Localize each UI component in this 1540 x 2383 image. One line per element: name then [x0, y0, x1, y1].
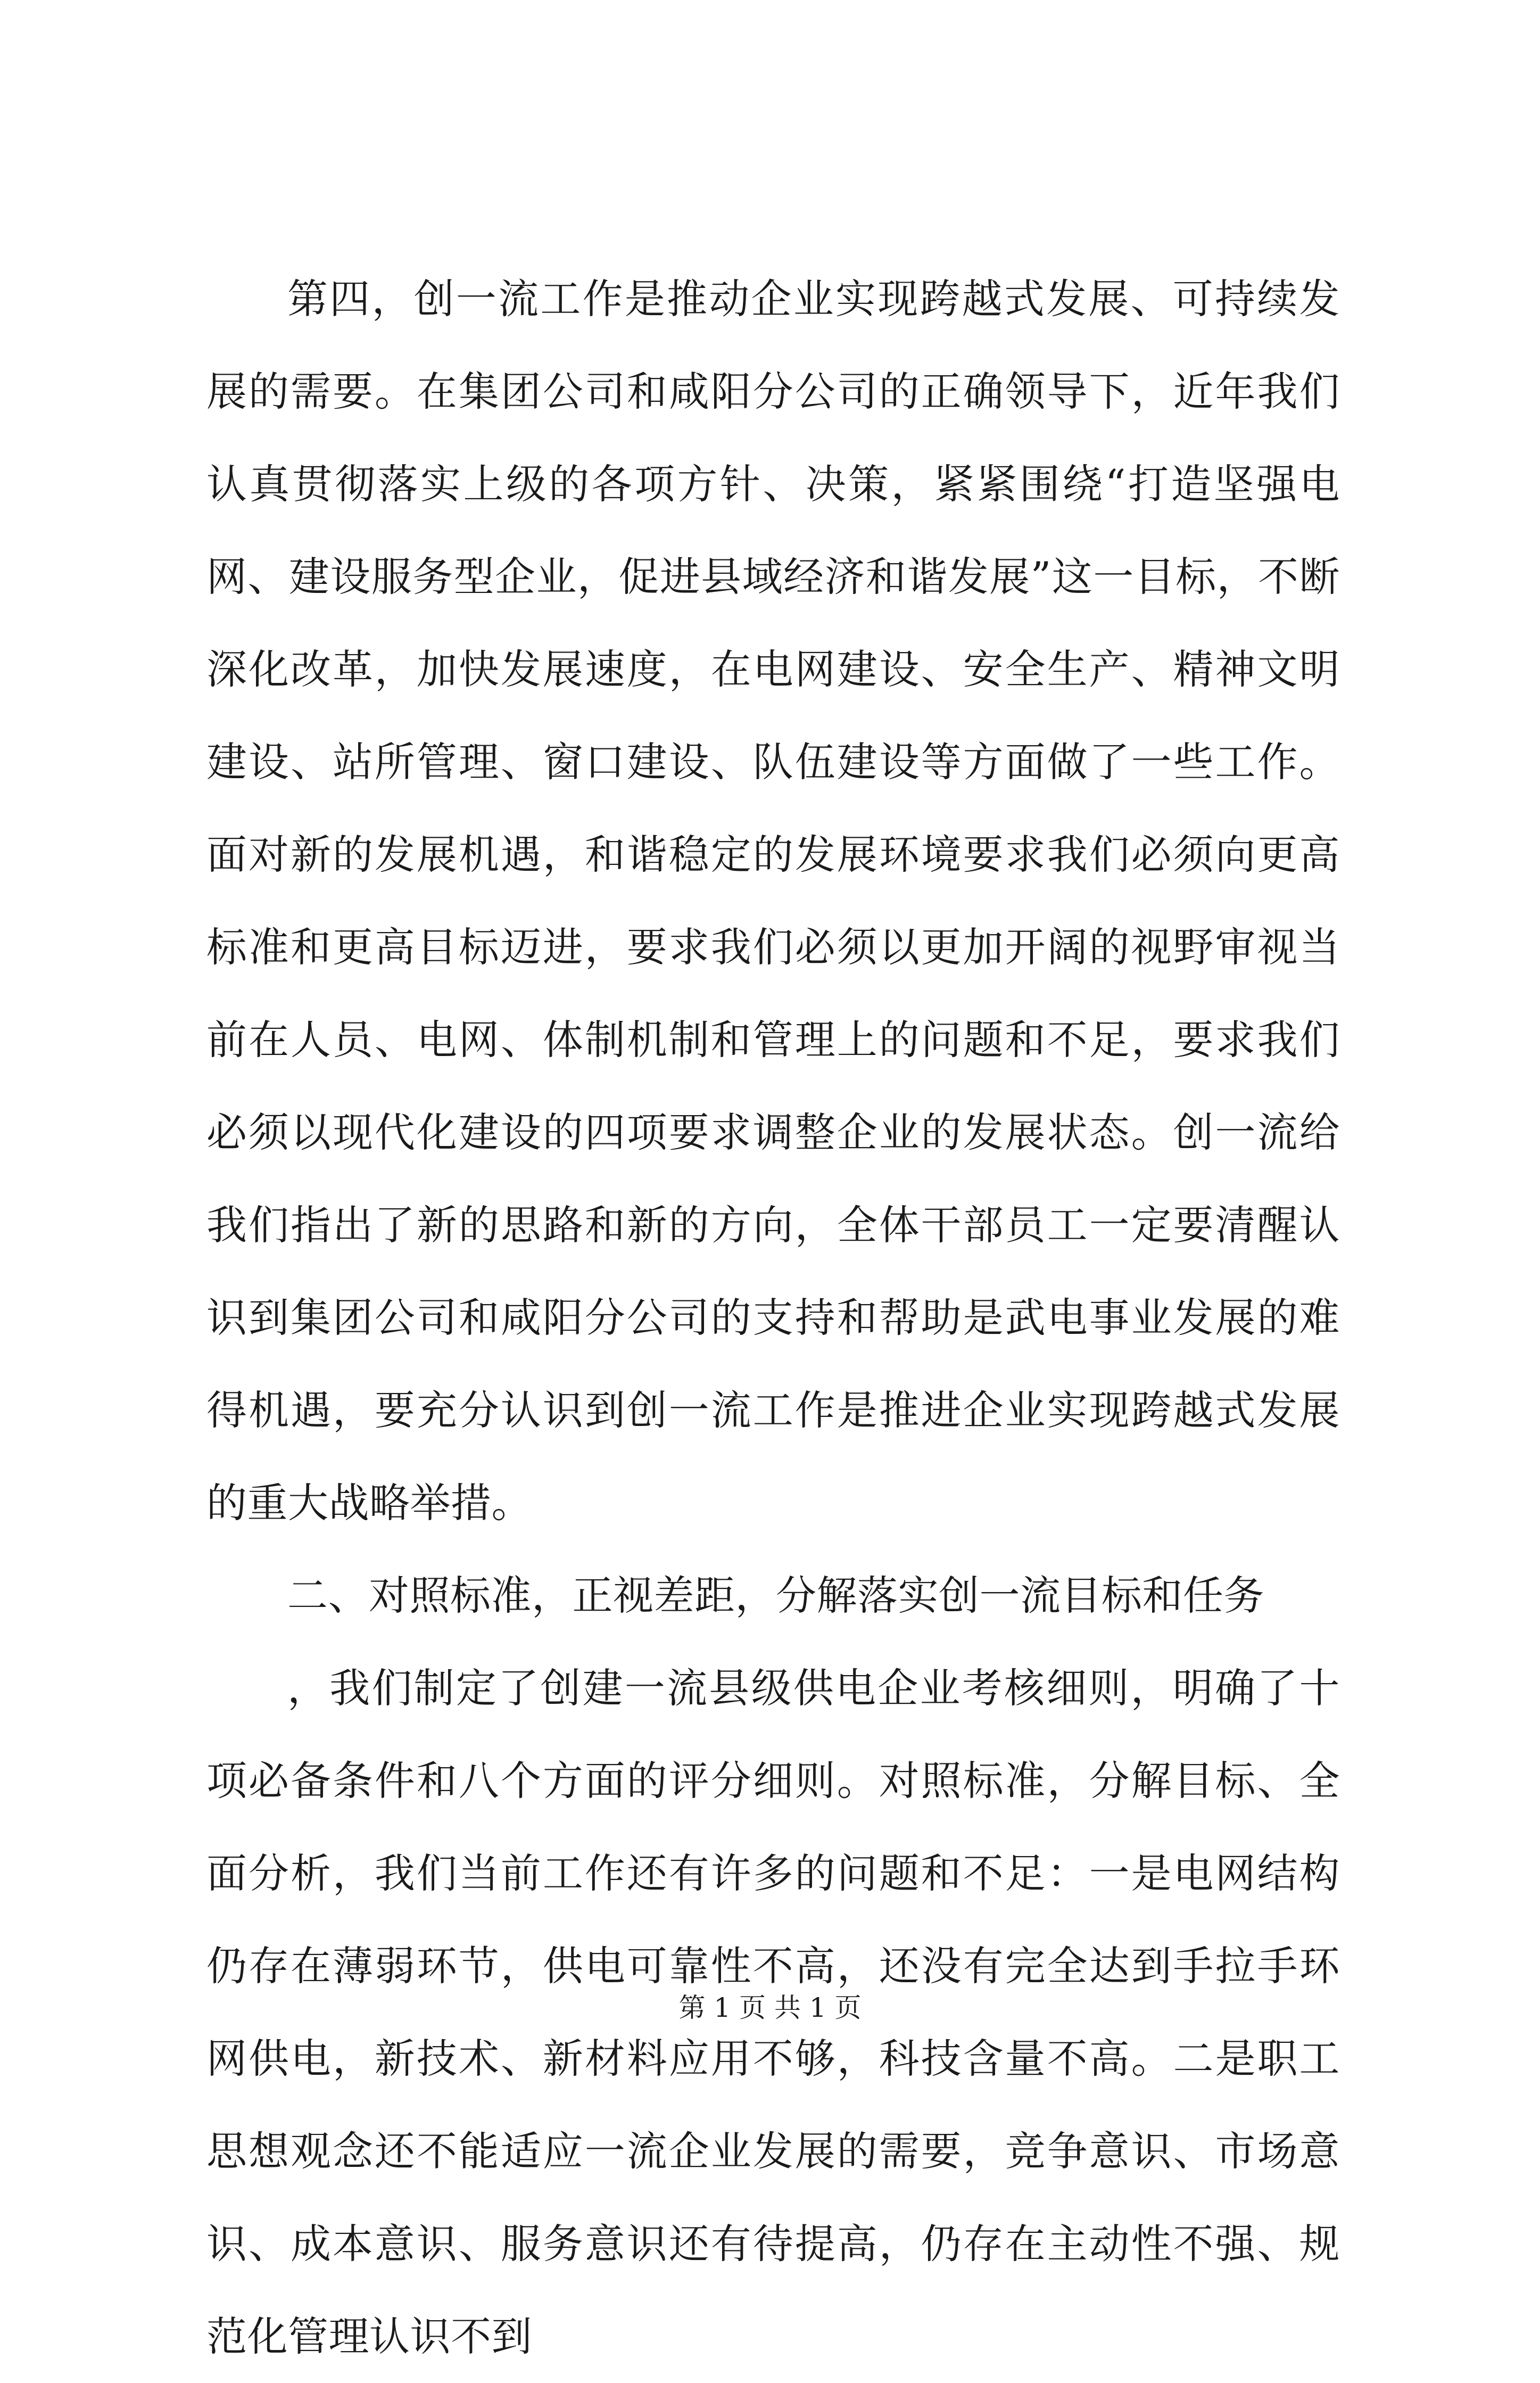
- page-footer: 第 1 页 共 1 页: [678, 1992, 862, 2023]
- paragraph-gap-analysis: ，我们制定了创建一流县级供电企业考核细则，明确了十项必备条件和八个方面的评分细则。对照标准，分解目标、全面分析，我们当前工作还有许多的问题和不足：一是电网结构仍存在薄弱环节，供电可靠性不高，还没有完全达到手拉手环网供电，新技术、新材料应用不够，科技含量不高。二是职工思想观念还不能适应一流企业发展的需要，竞争意识、市场意识、成本意识、服务意识还有待提高，仍存在主动性不强、规范化管理认识不到: [206, 1664, 1340, 2360]
- section-heading-two: 二、对照标准，正视差距，分解落实创一流目标和任务: [287, 1572, 1264, 1619]
- document-body: [206, 253, 1340, 2383]
- paragraph-fourth-point: 第四，创一流工作是推动企业实现跨越式发展、可持续发展的需要。在集团公司和咸阳分公司的正确领导下，近年我们认真贯彻落实上级的各项方针、决策，紧紧围绕“打造坚强电网、建设服务型企业，促进县域经济和谐发展”这一目标，不断深化改革，加快发展速度，在电网建设、安全生产、精神文明建设、站所管理、窗口建设、队伍建设等方面做了一些工作。面对新的发展机遇，和谐稳定的发展环境要求我们必须向更高标准和更高目标迈进，要求我们必须以更加开阔的视野审视当前在人员、电网、体制机制和管理上的问题和不足，要求我们必须以现代化建设的四项要求调整企业的发展状态。创一流给我们指出了新的思路和新的方向，全体干部员工一定要清醒认识到集团公司和咸阳分公司的支持和帮助是武电事业发展的难得机遇，要充分认识到创一流工作是推进企业实现跨越式发展的重大战略举措。: [206, 275, 1340, 1527]
